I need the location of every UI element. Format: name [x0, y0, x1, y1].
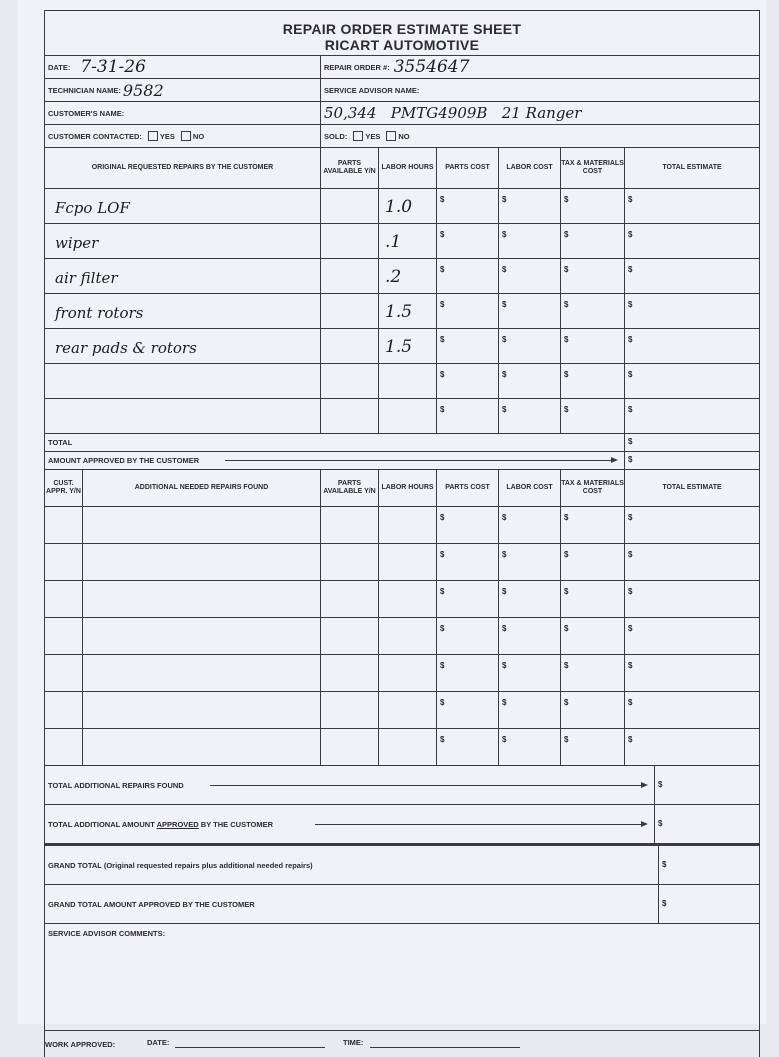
additional-tax-cost-currency: $: [564, 550, 569, 559]
repair-order-value: 3554647: [393, 57, 470, 77]
footer-time-label: TIME:: [343, 1038, 364, 1047]
sold-yes-label: YES: [365, 131, 381, 141]
additional-total-estimate-cell[interactable]: [625, 655, 759, 691]
additional-total-estimate-currency: $: [628, 661, 633, 670]
additional-tax-cost-cell[interactable]: [561, 729, 625, 765]
additional-parts-cost-cell[interactable]: [437, 544, 499, 580]
additional-customer-approved-cell[interactable]: [45, 544, 83, 580]
original-labor-hours-cell[interactable]: [379, 329, 437, 363]
customer-vehicle-value: 50,344 PMTG4909B 21 Ranger: [324, 104, 582, 122]
additional-description-header: ADDITIONAL NEEDED REPAIRS FOUND: [134, 484, 269, 491]
original-total-estimate-cell[interactable]: [625, 364, 759, 398]
technician-field[interactable]: [45, 79, 321, 101]
additional-tax-cost-cell[interactable]: [561, 581, 625, 617]
amount-approved-currency: $: [628, 455, 633, 464]
add-parts-cost-header: PARTS COST: [445, 484, 490, 491]
original-labor-cost-currency: $: [502, 335, 507, 344]
col-add-total-estimate: [625, 470, 759, 506]
additional-tax-cost-cell[interactable]: [561, 507, 625, 543]
total-label: TOTAL: [48, 438, 73, 447]
customer-name-field[interactable]: [45, 102, 321, 124]
original-total-estimate-cell[interactable]: [625, 224, 759, 258]
col-add-labor-hours: [379, 470, 437, 506]
amount-approved-row: [45, 452, 759, 470]
additional-repair-description-cell[interactable]: [83, 729, 321, 765]
original-parts-cost-currency: $: [440, 405, 445, 414]
original-parts-available-cell[interactable]: [321, 224, 379, 258]
original-labor-cost-cell[interactable]: [499, 294, 561, 328]
additional-total-estimate-currency: $: [628, 513, 633, 522]
original-parts-cost-cell[interactable]: [437, 364, 499, 398]
original-repairs-body: [45, 189, 759, 434]
grand-total-approved-value[interactable]: [659, 885, 759, 923]
form-title: REPAIR ORDER ESTIMATE SHEET: [282, 21, 522, 37]
customer-contacted-label: CUSTOMER CONTACTED:: [48, 131, 142, 141]
original-labor-cost-cell[interactable]: [499, 399, 561, 433]
additional-parts-cost-currency: $: [440, 624, 445, 633]
col-original-description: [45, 148, 321, 188]
total-additional-currency: $: [658, 780, 663, 789]
additional-total-estimate-cell[interactable]: [625, 618, 759, 654]
additional-labor-cost-cell[interactable]: [499, 655, 561, 691]
parts-available-header: PARTS AVAILABLE Y/N: [323, 160, 376, 175]
date-field[interactable]: [45, 56, 321, 78]
col-total-estimate: [625, 148, 759, 188]
additional-tax-cost-currency: $: [564, 513, 569, 522]
form-header: [45, 11, 759, 56]
additional-repair-description-cell[interactable]: [83, 507, 321, 543]
total-additional-approved-row: [45, 805, 759, 846]
total-additional-approved-text-b: APPROVED: [156, 820, 199, 829]
additional-parts-cost-cell[interactable]: [437, 618, 499, 654]
additional-parts-cost-currency: $: [440, 513, 445, 522]
customer-vehicle-field[interactable]: [321, 102, 759, 124]
total-additional-label-cell: [45, 766, 655, 804]
original-repair-row: [45, 329, 759, 364]
original-labor-hours-cell[interactable]: [379, 399, 437, 433]
additional-parts-available-cell[interactable]: [321, 507, 379, 543]
original-labor-cost-cell[interactable]: [499, 259, 561, 293]
additional-labor-cost-currency: $: [502, 624, 507, 633]
original-tax-cost-currency: $: [564, 300, 569, 309]
date-label: DATE:: [48, 62, 71, 72]
tax-materials-header: TAX & MATERIALS COST: [561, 160, 624, 175]
additional-labor-hours-cell[interactable]: [379, 692, 437, 728]
original-repair-description-cell[interactable]: [45, 259, 321, 293]
grand-total-currency: $: [662, 860, 667, 869]
original-tax-cost-currency: $: [564, 195, 569, 204]
sold-no-label: NO: [398, 131, 410, 141]
original-total-row: [45, 434, 759, 452]
total-additional-approved-label: [48, 820, 273, 829]
original-labor-cost-cell[interactable]: [499, 189, 561, 223]
original-parts-cost-currency: $: [440, 195, 445, 204]
original-labor-cost-cell[interactable]: [499, 329, 561, 363]
date-ro-row: [45, 56, 759, 79]
work-approved-footer: [45, 1031, 759, 1057]
additional-repair-row: [45, 729, 759, 766]
total-additional-value[interactable]: [655, 766, 759, 804]
original-labor-hours: 1.5: [385, 302, 413, 322]
original-parts-cost-currency: $: [440, 335, 445, 344]
additional-total-estimate-cell[interactable]: [625, 544, 759, 580]
original-labor-hours-cell[interactable]: [379, 259, 437, 293]
sold-field: [321, 125, 759, 147]
additional-labor-cost-cell[interactable]: [499, 507, 561, 543]
grand-total-approved-row: [45, 885, 759, 924]
additional-parts-cost-currency: $: [440, 698, 445, 707]
additional-parts-cost-cell[interactable]: [437, 692, 499, 728]
original-repair-description: rear pads & rotors: [55, 339, 197, 357]
original-parts-available-cell[interactable]: [321, 364, 379, 398]
original-tax-cost-cell[interactable]: [561, 329, 625, 363]
additional-labor-cost-currency: $: [502, 698, 507, 707]
grand-total-approved-label-cell: [45, 885, 659, 923]
original-tax-cost-currency: $: [564, 405, 569, 414]
additional-repair-description-cell[interactable]: [83, 655, 321, 691]
original-repair-description-cell[interactable]: [45, 294, 321, 328]
repair-estimate-form: [44, 10, 760, 1057]
original-repair-description: front rotors: [55, 304, 144, 322]
total-additional-arrow: [210, 785, 646, 786]
total-additional-approved-currency: $: [658, 819, 663, 828]
additional-tax-cost-currency: $: [564, 661, 569, 670]
additional-labor-cost-cell[interactable]: [499, 692, 561, 728]
additional-repair-description-cell[interactable]: [83, 581, 321, 617]
add-parts-available-header: PARTS AVAILABLE Y/N: [323, 480, 376, 495]
col-tax-materials: [561, 148, 625, 188]
grand-total-approved-label: GRAND TOTAL AMOUNT APPROVED BY THE CUSTOMER: [48, 900, 255, 909]
footer-date-label: DATE:: [147, 1038, 170, 1047]
additional-labor-hours-cell[interactable]: [379, 581, 437, 617]
original-parts-cost-currency: $: [440, 300, 445, 309]
original-tax-cost-currency: $: [564, 265, 569, 274]
original-labor-hours-cell[interactable]: [379, 294, 437, 328]
original-tax-cost-cell[interactable]: [561, 364, 625, 398]
original-repair-row: [45, 294, 759, 329]
original-repair-description: Fcpo LOF: [55, 199, 130, 217]
additional-total-estimate-currency: $: [628, 735, 633, 744]
original-parts-cost-cell[interactable]: [437, 259, 499, 293]
original-parts-available-cell[interactable]: [321, 329, 379, 363]
additional-labor-cost-currency: $: [502, 661, 507, 670]
original-total-estimate-cell[interactable]: [625, 189, 759, 223]
col-labor-hours: [379, 148, 437, 188]
original-tax-cost-currency: $: [564, 335, 569, 344]
additional-total-estimate-cell[interactable]: [625, 692, 759, 728]
contacted-no-label: NO: [192, 131, 205, 141]
amount-approved-label: AMOUNT APPROVED BY THE CUSTOMER: [48, 456, 200, 465]
original-repair-description-cell[interactable]: [45, 364, 321, 398]
additional-repair-row: [45, 618, 759, 655]
original-tax-cost-currency: $: [564, 370, 569, 379]
contacted-yes-label: YES: [159, 131, 175, 141]
additional-parts-available-cell[interactable]: [321, 655, 379, 691]
grand-total-value[interactable]: [659, 846, 759, 884]
original-parts-cost-cell[interactable]: [437, 224, 499, 258]
additional-parts-cost-currency: $: [440, 735, 445, 744]
additional-repair-description-cell[interactable]: [83, 618, 321, 654]
total-currency: $: [628, 437, 633, 446]
original-repair-description: wiper: [55, 234, 99, 252]
sold-label: SOLD:: [324, 131, 348, 141]
customer-contacted-field: [45, 125, 321, 147]
original-repair-description-cell[interactable]: [45, 189, 321, 223]
additional-repair-row: [45, 507, 759, 544]
total-additional-approved-text-c: BY THE CUSTOMER: [198, 820, 274, 829]
additional-parts-available-cell[interactable]: [321, 581, 379, 617]
col-add-parts-cost: [437, 470, 499, 506]
original-repair-description-cell[interactable]: [45, 224, 321, 258]
additional-parts-cost-currency: $: [440, 587, 445, 596]
total-additional-row: [45, 766, 759, 805]
technician-value: 9582: [122, 80, 164, 100]
contacted-yes-checkbox[interactable]: [148, 131, 158, 141]
additional-tax-cost-currency: $: [564, 735, 569, 744]
original-tax-cost-cell[interactable]: [561, 399, 625, 433]
add-tax-materials-header: TAX & MATERIALS COST: [561, 480, 624, 495]
total-additional-approved-arrow: [315, 824, 646, 825]
original-total-estimate-currency: $: [628, 300, 633, 309]
sold-no-checkbox[interactable]: [386, 131, 396, 141]
additional-repairs-body: [45, 507, 759, 766]
additional-parts-cost-cell[interactable]: [437, 729, 499, 765]
original-labor-cost-currency: $: [502, 370, 507, 379]
col-parts-cost: [437, 148, 499, 188]
original-description-header: ORIGINAL REQUESTED REPAIRS BY THE CUSTOMER: [91, 164, 274, 171]
additional-total-estimate-cell[interactable]: [625, 507, 759, 543]
original-parts-cost-currency: $: [440, 370, 445, 379]
additional-customer-approved-cell[interactable]: [45, 655, 83, 691]
col-add-labor-cost: [499, 470, 561, 506]
original-labor-hours: .1: [385, 232, 402, 252]
additional-parts-available-cell[interactable]: [321, 618, 379, 654]
total-additional-label: TOTAL ADDITIONAL REPAIRS FOUND: [48, 781, 184, 790]
original-tax-cost-currency: $: [564, 230, 569, 239]
original-repair-row: [45, 259, 759, 294]
repair-order-field[interactable]: [321, 56, 759, 78]
original-parts-cost-cell[interactable]: [437, 329, 499, 363]
date-value: 7-31-26: [80, 57, 146, 77]
original-labor-cost-currency: $: [502, 195, 507, 204]
original-labor-hours-cell[interactable]: [379, 189, 437, 223]
additional-repair-description-cell[interactable]: [83, 544, 321, 580]
additional-customer-approved-cell[interactable]: [45, 729, 83, 765]
grand-total-label: GRAND TOTAL (Original requested repairs plus additional needed repairs): [48, 861, 313, 870]
customer-approved-header: CUST. APPR. Y/N: [46, 480, 81, 495]
original-labor-hours: .2: [385, 267, 402, 287]
original-repair-description: air filter: [55, 269, 118, 287]
work-approved-label: WORK APPROVED:: [45, 1040, 116, 1049]
additional-repair-description-cell[interactable]: [83, 692, 321, 728]
original-parts-available-cell[interactable]: [321, 399, 379, 433]
parts-cost-header: PARTS COST: [445, 164, 490, 171]
additional-total-estimate-cell[interactable]: [625, 729, 759, 765]
additional-parts-cost-cell[interactable]: [437, 507, 499, 543]
technician-row: [45, 79, 759, 102]
additional-parts-available-cell[interactable]: [321, 544, 379, 580]
additional-labor-hours-cell[interactable]: [379, 618, 437, 654]
labor-hours-header: LABOR HOURS: [381, 164, 434, 171]
additional-labor-cost-cell[interactable]: [499, 544, 561, 580]
total-additional-approved-text-a: TOTAL ADDITIONAL AMOUNT: [48, 820, 157, 829]
comments-label: SERVICE ADVISOR COMMENTS:: [48, 929, 166, 938]
additional-parts-cost-currency: $: [440, 550, 445, 559]
original-tax-cost-cell[interactable]: [561, 294, 625, 328]
additional-labor-cost-currency: $: [502, 735, 507, 744]
additional-parts-cost-currency: $: [440, 661, 445, 670]
additional-repair-row: [45, 544, 759, 581]
original-parts-cost-cell[interactable]: [437, 294, 499, 328]
additional-parts-available-cell[interactable]: [321, 729, 379, 765]
grand-total-approved-currency: $: [662, 899, 667, 908]
add-labor-hours-header: LABOR HOURS: [381, 484, 434, 491]
company-name: RICART AUTOMOTIVE: [324, 37, 480, 53]
footer-time-line[interactable]: [370, 1047, 520, 1048]
amount-approved-label-cell: [45, 452, 625, 469]
additional-total-estimate-currency: $: [628, 550, 633, 559]
original-total-estimate-cell[interactable]: [625, 294, 759, 328]
additional-labor-cost-cell[interactable]: [499, 618, 561, 654]
additional-labor-cost-currency: $: [502, 587, 507, 596]
original-total-estimate-currency: $: [628, 195, 633, 204]
original-parts-cost-currency: $: [440, 230, 445, 239]
original-repair-row: [45, 224, 759, 259]
additional-total-estimate-currency: $: [628, 624, 633, 633]
grand-total-row: [45, 846, 759, 885]
additional-repair-row: [45, 655, 759, 692]
original-labor-cost-currency: $: [502, 405, 507, 414]
original-labor-cost-currency: $: [502, 300, 507, 309]
comments-cell[interactable]: [45, 924, 759, 1030]
original-labor-hours: 1.5: [385, 337, 413, 357]
additional-labor-cost-currency: $: [502, 513, 507, 522]
additional-customer-approved-cell[interactable]: [45, 507, 83, 543]
original-parts-available-cell[interactable]: [321, 259, 379, 293]
add-labor-cost-header: LABOR COST: [506, 484, 553, 491]
original-labor-cost-cell[interactable]: [499, 224, 561, 258]
total-additional-approved-value[interactable]: [655, 805, 759, 843]
additional-repair-row: [45, 692, 759, 729]
col-parts-available: [321, 148, 379, 188]
sold-yes-checkbox[interactable]: [353, 131, 363, 141]
additional-customer-approved-cell[interactable]: [45, 692, 83, 728]
col-additional-description: [83, 470, 321, 506]
additional-customer-approved-cell[interactable]: [45, 581, 83, 617]
additional-labor-cost-cell[interactable]: [499, 581, 561, 617]
footer-date-line[interactable]: [175, 1047, 325, 1048]
original-tax-cost-cell[interactable]: [561, 224, 625, 258]
original-tax-cost-cell[interactable]: [561, 259, 625, 293]
repair-order-label: REPAIR ORDER #:: [324, 62, 390, 72]
contacted-no-checkbox[interactable]: [181, 131, 191, 141]
additional-total-estimate-currency: $: [628, 698, 633, 707]
original-parts-cost-currency: $: [440, 265, 445, 274]
additional-parts-available-cell[interactable]: [321, 692, 379, 728]
original-parts-available-cell[interactable]: [321, 189, 379, 223]
original-repair-description-cell[interactable]: [45, 329, 321, 363]
additional-total-estimate-currency: $: [628, 587, 633, 596]
additional-labor-cost-currency: $: [502, 550, 507, 559]
add-total-estimate-header: TOTAL ESTIMATE: [662, 484, 722, 491]
additional-tax-cost-currency: $: [564, 587, 569, 596]
original-total-estimate-currency: $: [628, 265, 633, 274]
original-tax-cost-cell[interactable]: [561, 189, 625, 223]
service-advisor-field[interactable]: [321, 79, 759, 101]
total-additional-approved-label-cell: [45, 805, 655, 843]
additional-tax-cost-currency: $: [564, 624, 569, 633]
service-advisor-label: SERVICE ADVISOR NAME:: [324, 85, 420, 95]
original-repair-description-cell[interactable]: [45, 399, 321, 433]
additional-labor-hours-cell[interactable]: [379, 507, 437, 543]
original-labor-hours-cell[interactable]: [379, 364, 437, 398]
original-total-estimate-currency: $: [628, 370, 633, 379]
amount-approved-value-cell[interactable]: [625, 452, 759, 469]
additional-tax-cost-currency: $: [564, 698, 569, 707]
additional-parts-cost-cell[interactable]: [437, 581, 499, 617]
additional-tax-cost-cell[interactable]: [561, 618, 625, 654]
labor-cost-header: LABOR COST: [506, 164, 553, 171]
total-label-cell: [45, 434, 625, 451]
contact-sold-row: [45, 125, 759, 148]
technician-label: TECHNICIAN NAME:: [48, 85, 121, 95]
original-table-header: [45, 148, 759, 189]
original-repair-row: [45, 189, 759, 224]
additional-labor-hours-cell[interactable]: [379, 544, 437, 580]
additional-customer-approved-cell[interactable]: [45, 618, 83, 654]
additional-labor-cost-cell[interactable]: [499, 729, 561, 765]
original-total-estimate-cell[interactable]: [625, 329, 759, 363]
original-labor-cost-cell[interactable]: [499, 364, 561, 398]
original-total-estimate-currency: $: [628, 230, 633, 239]
original-total-estimate-currency: $: [628, 405, 633, 414]
comments-section[interactable]: [45, 924, 759, 1031]
total-value-cell[interactable]: [625, 434, 759, 451]
original-labor-hours: 1.0: [385, 197, 413, 217]
col-add-tax-materials: [561, 470, 625, 506]
col-customer-approved: [45, 470, 83, 506]
original-parts-cost-cell[interactable]: [437, 189, 499, 223]
additional-labor-hours-cell[interactable]: [379, 655, 437, 691]
col-add-parts-available: [321, 470, 379, 506]
additional-tax-cost-cell[interactable]: [561, 655, 625, 691]
original-total-estimate-currency: $: [628, 335, 633, 344]
additional-tax-cost-cell[interactable]: [561, 692, 625, 728]
additional-total-estimate-cell[interactable]: [625, 581, 759, 617]
amount-approved-arrow: [225, 460, 616, 461]
total-estimate-header: TOTAL ESTIMATE: [662, 164, 722, 171]
original-total-estimate-cell[interactable]: [625, 259, 759, 293]
customer-name-label: CUSTOMER'S NAME:: [48, 108, 125, 118]
original-repair-row: [45, 364, 759, 399]
original-total-estimate-cell[interactable]: [625, 399, 759, 433]
original-labor-hours-cell[interactable]: [379, 224, 437, 258]
col-labor-cost: [499, 148, 561, 188]
additional-tax-cost-cell[interactable]: [561, 544, 625, 580]
additional-parts-cost-cell[interactable]: [437, 655, 499, 691]
additional-labor-hours-cell[interactable]: [379, 729, 437, 765]
additional-repair-row: [45, 581, 759, 618]
original-repair-row: [45, 399, 759, 434]
original-labor-cost-currency: $: [502, 265, 507, 274]
customer-row: [45, 102, 759, 125]
grand-total-label-cell: [45, 846, 659, 884]
original-parts-cost-cell[interactable]: [437, 399, 499, 433]
original-labor-cost-currency: $: [502, 230, 507, 239]
additional-table-header: [45, 470, 759, 507]
original-parts-available-cell[interactable]: [321, 294, 379, 328]
